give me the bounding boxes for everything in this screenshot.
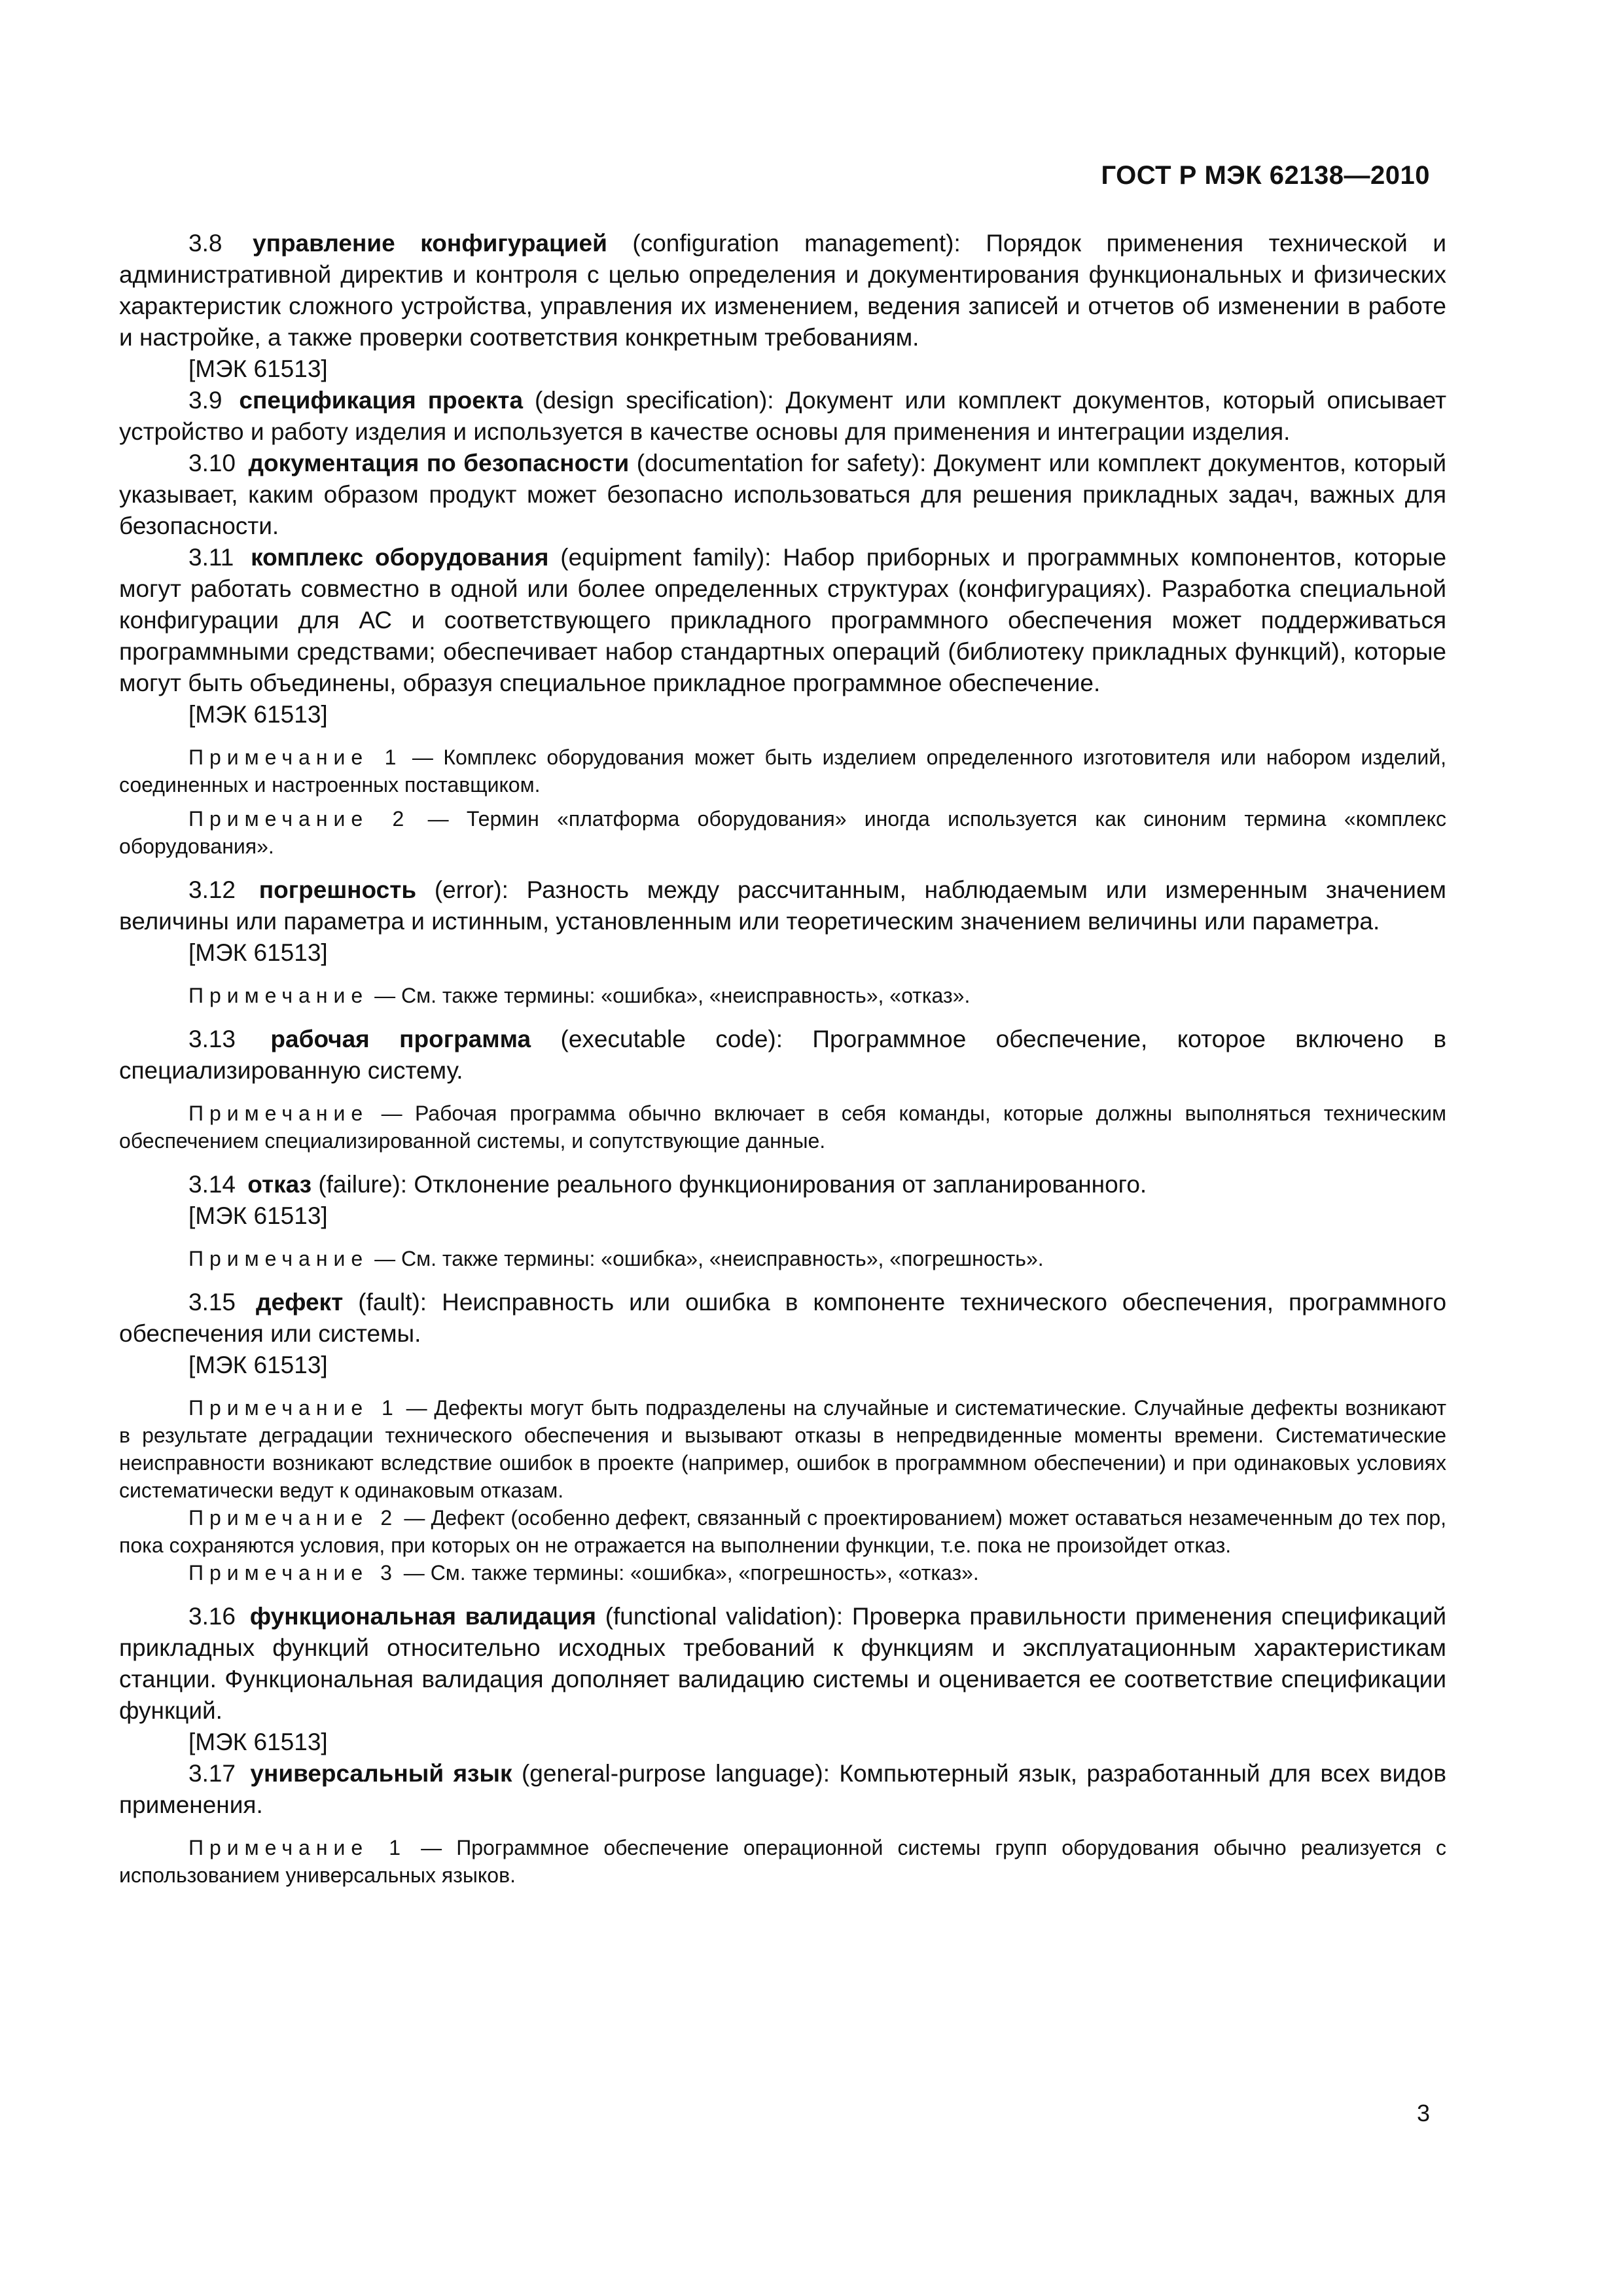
note: Примечание 1 — Дефекты могут быть подразделены на случайные и систематические. Случайные дефекты возникают в результате деградации технического обеспечения и вызывают отказы в непредвиденные моменты времени. Систематические неисправности возникают вследствие ошибок в проекте (например, ошибок в программном обеспечении) и при одинаковых условиях систематически ведут к одинаковым отказам. [119, 1396, 1447, 1502]
term: погрешность [259, 876, 417, 903]
note: Примечание 1 — Программное обеспечение операционной системы групп оборудования обычно реализуется с использованием универсальных языков. [119, 1836, 1447, 1887]
term: рабочая программа [270, 1026, 531, 1052]
note: Примечание 2 — Термин «платформа оборудования» иногда используется как синоним термина «комплекс оборудования». [119, 807, 1447, 858]
note: Примечание 2 — Дефект (особенно дефект, связанный с проектированием) может оставаться незамеченным до тех пор, пока сохраняются условия, при которых он не отражается на выполнении функции, т.е. пока не произойдет отказ. [119, 1506, 1447, 1557]
note: Примечание — Рабочая программа обычно включает в себя команды, которые должны выполняться техническим обеспечением специализированной системы, и сопутствующие данные. [119, 1102, 1447, 1153]
entry-3-15: 3.15 дефект (fault): Неисправность или ошибка в компоненте технического обеспечения, программного обеспечения или системы. [119, 1289, 1447, 1347]
entry-3-16: 3.16 функциональная валидация (functional validation): Проверка правильности применения спецификаций прикладных функций относительно исходных требований к функциям и эксплуатационным характеристикам станции. Функциональная валидация дополняет валидацию системы и оценивается ее соответствие спецификации функций. [119, 1603, 1447, 1724]
reference: [МЭК 61513] [188, 701, 328, 728]
entry-3-11: 3.11 комплекс оборудования (equipment family): Набор приборных и программных компонентов, которые могут работать совместно в одной или более определенных структурах (конфигурациях). Разработка специальной конфигурации для АС и соответствующего прикладного программного обеспечения может поддерживаться программными средствами; обеспечивает набор стандартных операций (библиотеку прикладных функций), которые могут быть объединены, образуя специальное прикладное программное обеспечение. [119, 544, 1447, 696]
reference: [МЭК 61513] [188, 1202, 328, 1229]
page-number: 3 [1416, 2100, 1430, 2126]
reference: [МЭК 61513] [188, 1352, 328, 1378]
entry-3-10: 3.10 документация по безопасности (documentation for safety): Документ или комплект документов, который указывает, каким образом продукт может безопасно использоваться для решения прикладных задач, важных для безопасности. [119, 450, 1447, 539]
note: Примечание 3 — См. также термины: «ошибка», «погрешность», «отказ». [188, 1561, 979, 1585]
term: универсальный язык [250, 1760, 512, 1787]
standard-code: ГОСТ Р МЭК 62138—2010 [1101, 161, 1430, 190]
term: комплекс оборудования [251, 544, 549, 571]
entry-3-13: 3.13 рабочая программа (executable code): Программное обеспечение, которое включено в специализированную систему. [119, 1026, 1446, 1084]
entry-3-9: 3.9 спецификация проекта (design specification): Документ или комплект документов, который описывает устройство и работу изделия и используется в качестве основы для применения и интеграции изделия. [119, 387, 1447, 445]
reference: [МЭК 61513] [188, 355, 328, 382]
term: управление конфигурацией [253, 230, 607, 257]
term: функциональная валидация [249, 1603, 596, 1630]
entry-3-12: 3.12 погрешность (error): Разность между рассчитанным, наблюдаемым или измеренным значением величины или параметра и истинным, установленным или теоретическим значением величины или параметра. [119, 876, 1446, 935]
entry-3-17: 3.17 универсальный язык (general-purpose language): Компьютерный язык, разработанный для всех видов применения. [119, 1760, 1447, 1818]
note: Примечание — См. также термины: «ошибка», «неисправность», «погрешность». [188, 1247, 1044, 1270]
reference: [МЭК 61513] [188, 939, 328, 966]
entry-3-8: 3.8 управление конфигурацией (configuration management): Порядок применения технической и административной директив и контроля с целью определения и документирования функциональных и физических характеристик сложного устройства, управления их изменением, ведения записей и отчетов об изменении в работе и настройке, а также проверки соответствия конкретным требованиям. [119, 230, 1446, 351]
page-body [119, 228, 1446, 1889]
term: документация по безопасности [248, 450, 630, 476]
note: Примечание 1 — Комплекс оборудования может быть изделием определенного изготовителя или набором изделий, соединенных и настроенных поставщиком. [119, 745, 1446, 797]
reference: [МЭК 61513] [188, 1729, 328, 1755]
entry-3-14: 3.14 отказ (failure): Отклонение реального функционирования от запланированного. [188, 1171, 1147, 1198]
term: спецификация проекта [239, 387, 524, 414]
note: Примечание — См. также термины: «ошибка», «неисправность», «отказ». [188, 984, 971, 1007]
term: дефект [256, 1289, 344, 1316]
term: отказ [247, 1171, 312, 1198]
